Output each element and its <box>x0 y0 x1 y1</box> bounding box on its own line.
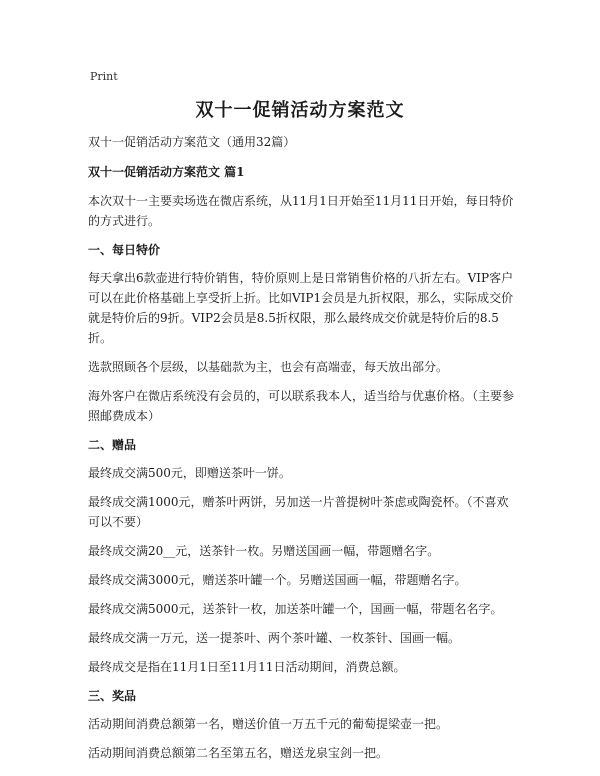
document-subtitle: 双十一促销活动方案范文（通用32篇） <box>88 135 296 149</box>
paragraph: 最终成交满500元，即赠送茶叶一饼。 <box>88 466 291 480</box>
paragraph: 最终成交满20__元，送茶针一枚。另赠送国画一幅，带题赠名字。 <box>88 544 440 558</box>
paragraph: 最终成交满3000元，赠送茶叶罐一个。另赠送国画一幅，带题赠名字。 <box>88 573 467 587</box>
document-body <box>88 132 518 772</box>
intro-paragraph: 本次双十一主要卖场选在微店系统，从11月1日开始至11月11日开始，每日特价的方式进行。 <box>88 194 514 228</box>
print-label: Print <box>90 70 118 83</box>
paragraph: 海外客户在微店系统没有会员的，可以联系我本人，适当给与优惠价格。（主要参照邮费成本） <box>88 389 515 423</box>
paragraph: 最终成交满1000元，赠茶叶两饼，另加送一片普提树叶茶虑或陶瓷杯。（不喜欢可以不要） <box>88 495 509 529</box>
page-title: 双十一促销活动方案范文 <box>195 100 405 121</box>
paragraph: 最终成交是指在11月1日至11月11日活动期间，消费总额。 <box>88 660 406 674</box>
section-heading-daily-special: 一、每日特价 <box>88 243 161 257</box>
paragraph: 最终成交满5000元，送茶针一枚，加送茶叶罐一个，国画一幅，带题名名字。 <box>88 602 503 616</box>
paragraph: 选款照顾各个层级，以基础款为主，也会有高端壶，每天放出部分。 <box>88 360 449 374</box>
section-heading-gifts: 二、赠品 <box>88 438 137 452</box>
paragraph: 活动期间消费总额第一名，赠送价值一万五千元的葡萄提梁壶一把。 <box>88 717 449 731</box>
paragraph: 活动期间消费总额第二名至第五名，赠送龙泉宝剑一把。 <box>88 746 389 760</box>
section-heading-prizes: 三、奖品 <box>88 689 137 703</box>
article-heading: 双十一促销活动方案范文 篇1 <box>88 165 245 179</box>
paragraph: 每天拿出6款壶进行特价销售，特价原则上是日常销售价格的八折左右。VIP客户可以在此价格基础上享受折上折。比如VIP1会员是九折权限，那么，实际成交价就是特价后的9折。VIP2会员是8.5折权限，那么最终成交价就是特价后的8.5折。 <box>88 271 514 345</box>
paragraph: 最终成交满一万元，送一提茶叶、两个茶叶罐、一枚茶针、国画一幅。 <box>88 631 461 645</box>
